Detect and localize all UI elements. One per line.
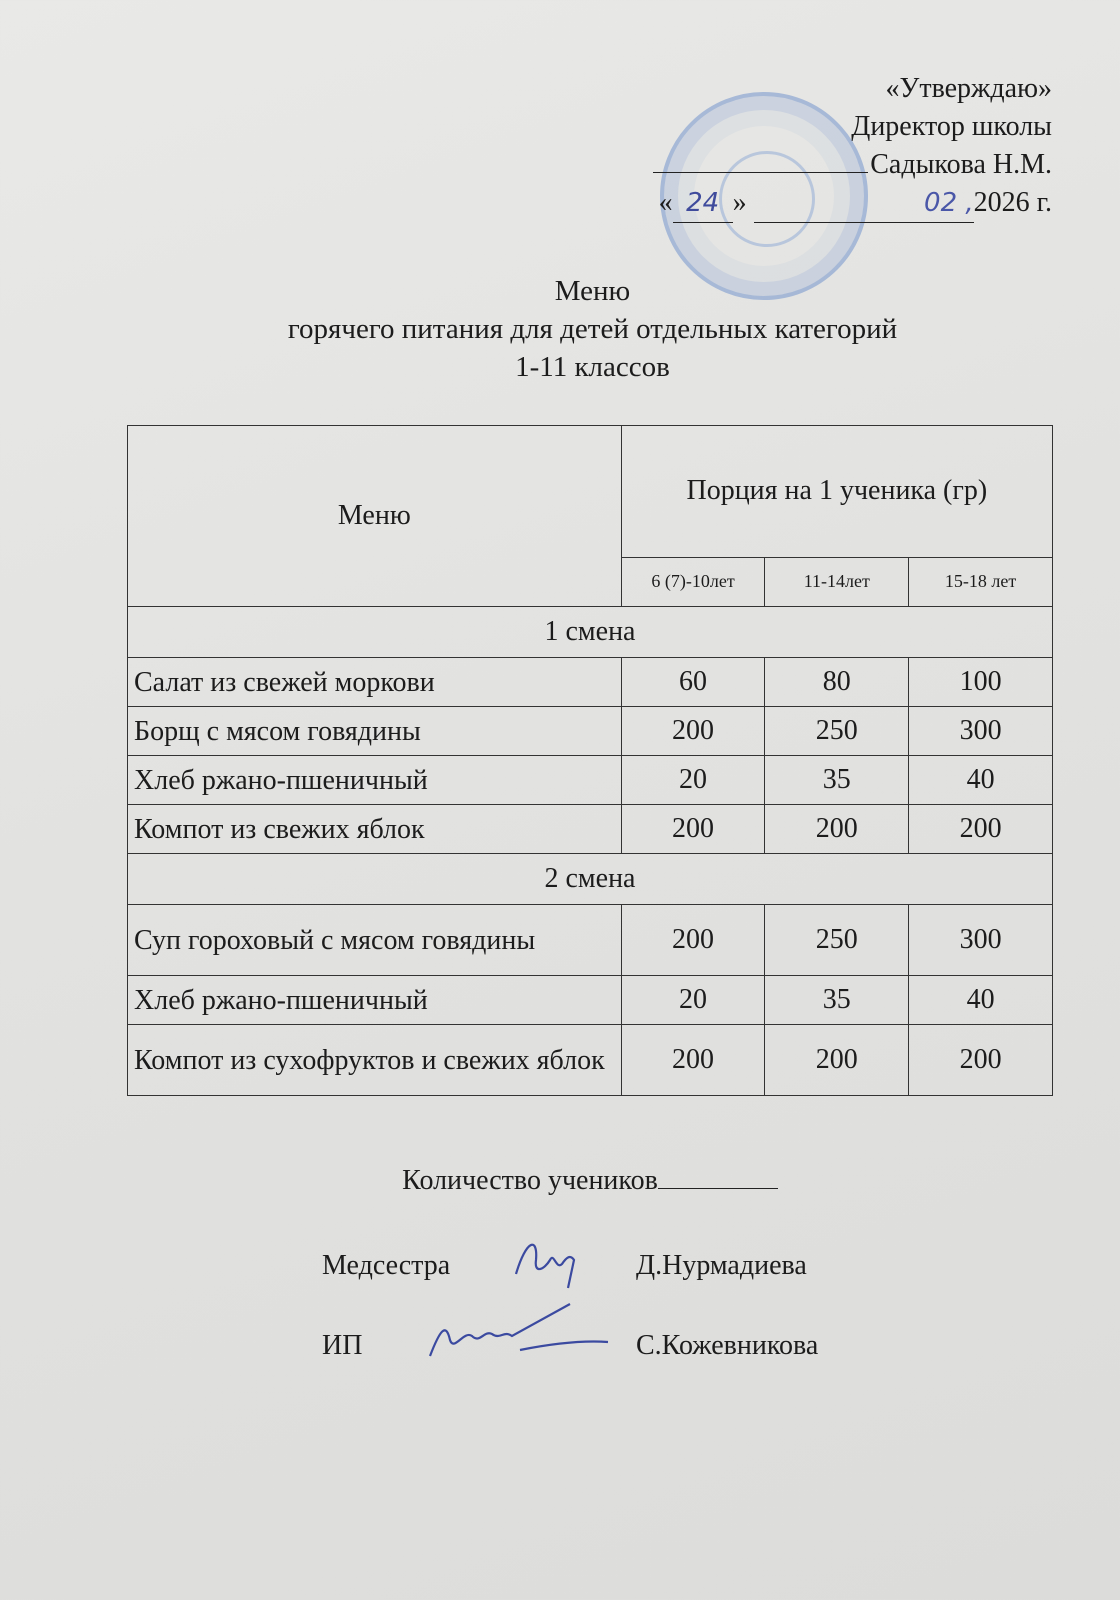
portion-value: 35 <box>765 976 909 1025</box>
portion-value: 200 <box>765 1025 909 1096</box>
header-menu: Меню <box>128 426 622 607</box>
portion-value: 200 <box>765 805 909 854</box>
approval-year: 2026 г. <box>973 187 1052 218</box>
table-row <box>128 805 1053 854</box>
dish-name: Компот из сухофруктов и свежих яблок <box>128 1025 622 1096</box>
approval-heading: «Утверждаю» <box>885 73 1052 104</box>
portion-value: 200 <box>621 905 765 976</box>
dish-name: Хлеб ржано-пшеничный <box>128 756 622 805</box>
nurse-name: Д.Нурмадиева <box>636 1250 807 1281</box>
table-row <box>128 658 1053 707</box>
portion-value: 40 <box>909 756 1053 805</box>
age-group-3: 15-18 лет <box>909 557 1053 606</box>
portion-value: 250 <box>765 905 909 976</box>
portion-value: 200 <box>909 1025 1053 1096</box>
nurse-signature-icon <box>508 1230 588 1290</box>
students-count-blank <box>658 1188 778 1189</box>
nurse-label: Медсестра <box>322 1250 451 1281</box>
portion-value: 60 <box>621 658 765 707</box>
dish-name: Компот из свежих яблок <box>128 805 622 854</box>
portion-value: 200 <box>621 1025 765 1096</box>
dish-name: Салат из свежей моркови <box>128 658 622 707</box>
title-line-3: 1-11 классов <box>515 351 670 383</box>
table-row <box>128 756 1053 805</box>
shift-1-label: 1 смена <box>128 607 1053 658</box>
table-row <box>128 707 1053 756</box>
approval-block <box>653 70 1052 223</box>
portion-value: 200 <box>621 805 765 854</box>
dish-name: Хлеб ржано-пшеничный <box>128 976 622 1025</box>
approval-position: Директор школы <box>851 111 1052 142</box>
ip-label: ИП <box>322 1330 363 1361</box>
portion-value: 200 <box>909 805 1053 854</box>
menu-table <box>127 425 1053 1096</box>
portion-value: 40 <box>909 976 1053 1025</box>
director-name: Садыкова Н.М. <box>870 149 1052 180</box>
date-quote-close: » <box>732 187 747 218</box>
portion-value: 100 <box>909 658 1053 707</box>
table-row <box>128 976 1053 1025</box>
title-line-2: горячего питания для детей отдельных категорий <box>287 313 898 345</box>
date-quote-open: « <box>658 187 673 218</box>
approval-month: 02 , <box>754 184 974 223</box>
ip-name: С.Кожевникова <box>636 1330 819 1361</box>
portion-value: 250 <box>765 707 909 756</box>
portion-value: 35 <box>765 756 909 805</box>
approval-date <box>653 184 1052 223</box>
portion-value: 300 <box>909 905 1053 976</box>
table-row <box>128 1025 1053 1096</box>
students-count <box>0 1165 1120 1197</box>
students-count-label: Количество учеников <box>402 1165 658 1196</box>
age-group-1: 6 (7)-10лет <box>621 557 765 606</box>
portion-value: 20 <box>621 756 765 805</box>
portion-value: 80 <box>765 658 909 707</box>
shift-2-label: 2 смена <box>128 854 1053 905</box>
portion-value: 20 <box>621 976 765 1025</box>
dish-name: Борщ с мясом говядины <box>128 707 622 756</box>
age-group-2: 11-14лет <box>765 557 909 606</box>
document-title <box>0 272 1120 386</box>
header-portion: Порция на 1 ученика (гр) <box>621 426 1052 558</box>
portion-value: 300 <box>909 707 1053 756</box>
portion-value: 200 <box>621 707 765 756</box>
ip-signature-icon <box>420 1300 610 1370</box>
dish-name: Суп гороховый с мясом говядины <box>128 905 622 976</box>
table-row <box>128 905 1053 976</box>
approval-day: 24 <box>673 184 733 223</box>
title-line-1: Меню <box>554 275 631 307</box>
director-signature-line <box>653 172 868 173</box>
